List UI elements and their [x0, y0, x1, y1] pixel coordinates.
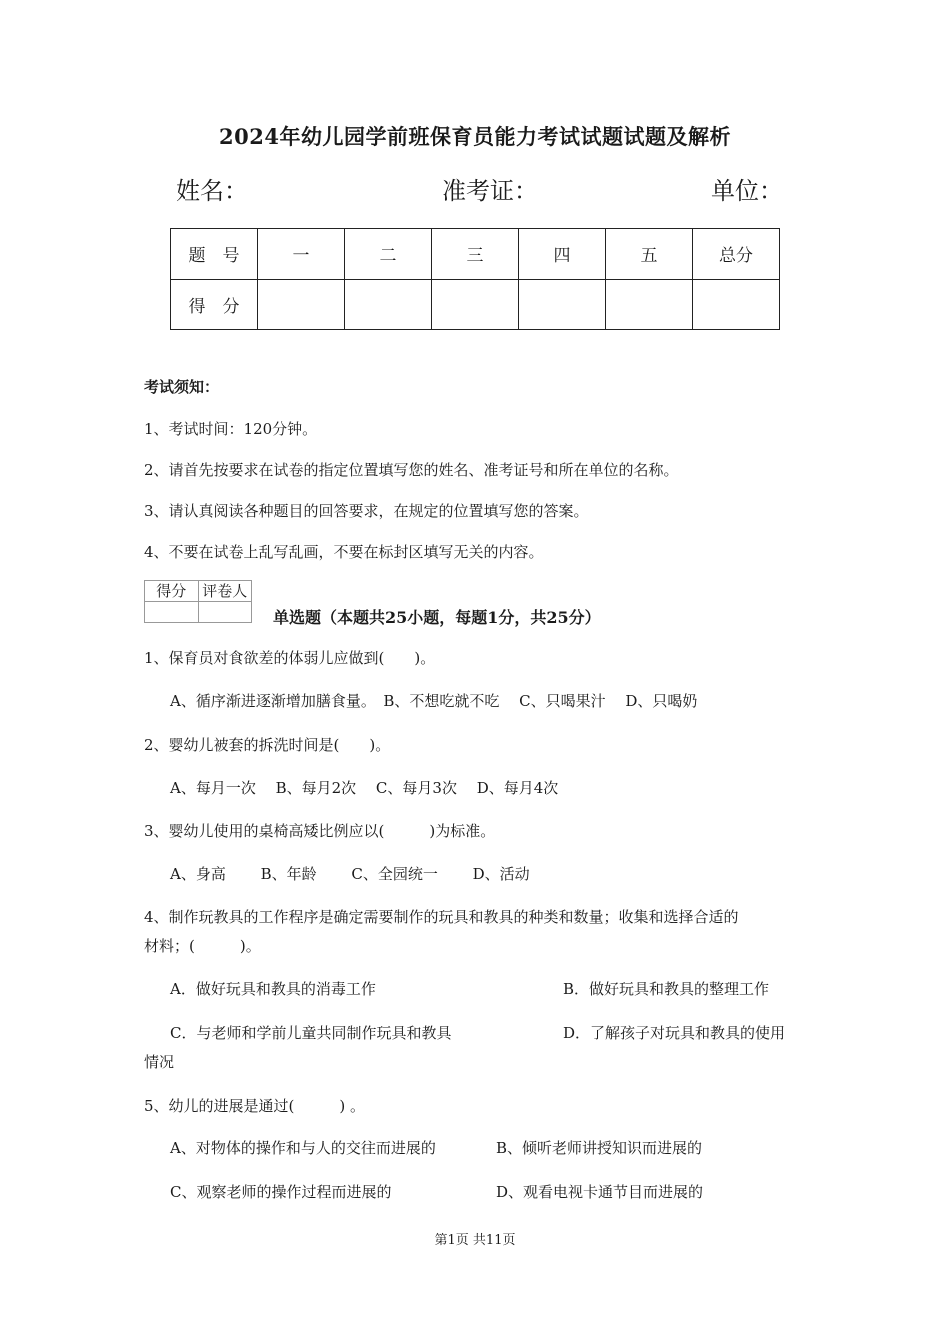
score-cell[interactable] [258, 279, 345, 330]
grader-score-label: 得分 [145, 581, 199, 602]
question-stem: 3、婴幼儿使用的桌椅高矮比例应以( )为标准。 [144, 822, 496, 840]
score-cell[interactable] [693, 279, 780, 330]
score-cell[interactable] [345, 279, 432, 330]
name-field-label[interactable]: 姓名： [176, 177, 248, 205]
question-stem: 2、婴幼儿被套的拆洗时间是( )。 [144, 736, 391, 754]
score-table-header-cell: 题 号 [171, 229, 258, 280]
score-table-header-cell: 二 [345, 229, 432, 280]
page-footer: 第1页 共11页 [434, 1233, 516, 1248]
notice-item: 1、考试时间：120分钟。 [144, 420, 318, 438]
score-table [170, 228, 780, 330]
question-options: A、身高 B、年龄 C、全园统一 D、活动 [170, 865, 530, 883]
question-stem: 5、幼儿的进展是通过( ) 。 [144, 1097, 366, 1115]
score-cell[interactable] [606, 279, 693, 330]
grader-name-cell[interactable] [198, 602, 252, 623]
question-option: C、观察老师的操作过程而进展的 [170, 1183, 392, 1201]
score-cell[interactable] [432, 279, 519, 330]
score-table-score-row [171, 279, 780, 330]
question-option: B．做好玩具和教具的整理工作 [563, 980, 770, 998]
unit-field-label[interactable]: 单位： [711, 177, 783, 205]
score-table-header-row [171, 229, 780, 280]
score-table-header-cell: 三 [432, 229, 519, 280]
score-table-header-cell: 一 [258, 229, 345, 280]
question-options: A、每月一次 B、每月2次 C、每月3次 D、每月4次 [170, 779, 559, 797]
notice-item: 4、不要在试卷上乱写乱画，不要在标封区填写无关的内容。 [144, 543, 544, 561]
grader-name-label: 评卷人 [198, 581, 252, 602]
page-title: 2024年幼儿园学前班保育员能力考试试题试题及解析 [219, 124, 731, 149]
question-option: D、观看电视卡通节目而进展的 [496, 1183, 704, 1201]
notice-item: 3、请认真阅读各种题目的回答要求，在规定的位置填写您的答案。 [144, 502, 589, 520]
score-cell[interactable] [519, 279, 606, 330]
question-option: D．了解孩子对玩具和教具的使用 [563, 1024, 786, 1042]
question-option-continued: 情况 [144, 1053, 175, 1071]
grader-score-cell[interactable] [145, 602, 199, 623]
notice-heading: 考试须知： [144, 378, 220, 396]
exam-id-field-label[interactable]: 准考证： [442, 177, 538, 205]
question-options: A、循序渐进逐渐增加膳食量。 B、不想吃就不吃 C、只喝果汁 D、只喝奶 [170, 692, 698, 710]
question-stem: 4、制作玩教具的工作程序是确定需要制作的玩具和教具的种类和数量；收集和选择合适的 [144, 908, 739, 926]
candidate-fields [0, 171, 950, 203]
score-row-label: 得 分 [171, 279, 258, 330]
question-option: C．与老师和学前儿童共同制作玩具和教具 [170, 1024, 452, 1042]
question-stem-continued: 材料；( )。 [144, 937, 261, 955]
question-option: A、对物体的操作和与人的交往而进展的 [170, 1139, 436, 1157]
score-table-header-cell: 四 [519, 229, 606, 280]
question-option: A．做好玩具和教具的消毒工作 [170, 980, 376, 998]
section-title: 单选题（本题共25小题，每题1分，共25分） [273, 608, 601, 627]
question-option: B、倾听老师讲授知识而进展的 [496, 1139, 703, 1157]
notice-item: 2、请首先按要求在试卷的指定位置填写您的姓名、准考证号和所在单位的名称。 [144, 461, 679, 479]
score-table-header-cell: 总分 [693, 229, 780, 280]
grader-box [144, 580, 252, 623]
question-stem: 1、保育员对食欲差的体弱儿应做到( )。 [144, 649, 436, 667]
score-table-header-cell: 五 [606, 229, 693, 280]
